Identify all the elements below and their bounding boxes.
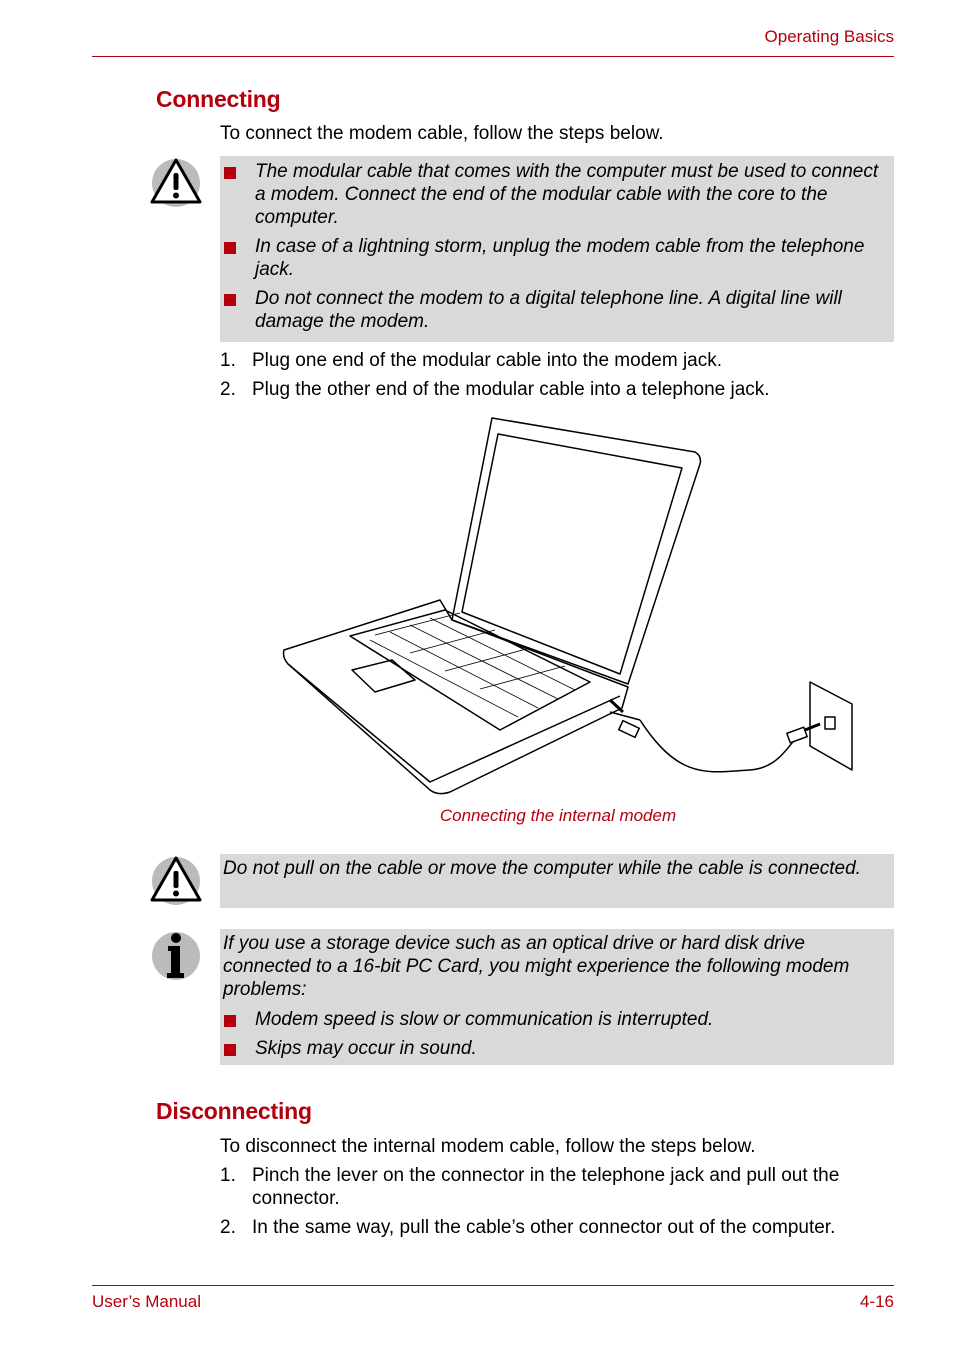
step-number: 2. — [220, 1217, 236, 1238]
note-text: If you use a storage device such as an optical drive or hard disk drive connected to a 16-bit PC Card, you might experience the following modem problems: — [223, 933, 850, 1000]
caution-text: Do not pull on the cable or move the computer while the cable is connected. — [223, 858, 861, 879]
section-title-connecting: Connecting — [156, 86, 281, 112]
step-text: Pinch the lever on the connector in the telephone jack and pull out the connector. — [252, 1165, 840, 1209]
caution-text: The modular cable that comes with the computer must be used to connect a modem. Connect the end of the modular cable with the core to the computer. — [255, 161, 879, 228]
step-item — [220, 378, 890, 401]
caution-text: Do not connect the modem to a digital telephone line. A digital line will damage the modem. — [255, 288, 842, 332]
caution-item — [220, 235, 894, 281]
figure-caption: Connecting the internal modem — [439, 806, 677, 825]
laptop-modem-illustration — [280, 412, 860, 797]
step-text: In the same way, pull the cable’s other connector out of the computer. — [252, 1217, 836, 1238]
header-rule — [92, 56, 894, 57]
footer-rule — [92, 1285, 894, 1286]
step-item — [220, 349, 890, 372]
caution-icon — [150, 854, 202, 906]
info-icon — [150, 929, 202, 981]
note-item-text: Skips may occur in sound. — [255, 1038, 477, 1059]
bullet-icon — [224, 1015, 236, 1027]
note-box — [220, 929, 894, 1065]
caution-box-cable — [220, 854, 894, 908]
section-title-disconnecting: Disconnecting — [156, 1098, 312, 1124]
caution-item — [220, 160, 894, 229]
note-item-text: Modem speed is slow or communication is interrupted. — [255, 1009, 714, 1030]
footer-manual: User’s Manual — [92, 1292, 201, 1311]
disconnecting-intro: To disconnect the internal modem cable, follow the steps below. — [220, 1136, 756, 1157]
step-number: 1. — [220, 350, 236, 371]
note-item — [220, 1008, 888, 1031]
bullet-icon — [224, 1044, 236, 1056]
connecting-intro: To connect the modem cable, follow the steps below. — [220, 123, 664, 144]
caution-box — [220, 156, 894, 342]
note-item — [220, 1037, 888, 1060]
bullet-icon — [224, 294, 236, 306]
bullet-icon — [224, 167, 236, 179]
step-text: Plug one end of the modular cable into the modem jack. — [252, 350, 723, 371]
step-number: 2. — [220, 379, 236, 400]
running-header: Operating Basics — [764, 27, 894, 46]
step-item — [220, 1164, 890, 1210]
caution-item — [220, 287, 894, 333]
step-item — [220, 1216, 890, 1239]
caution-icon — [150, 156, 202, 208]
caution-text: In case of a lightning storm, unplug the modem cable from the telephone jack. — [255, 236, 865, 280]
step-number: 1. — [220, 1165, 236, 1186]
bullet-icon — [224, 242, 236, 254]
step-text: Plug the other end of the modular cable into a telephone jack. — [252, 379, 770, 400]
page-number: 4-16 — [859, 1292, 894, 1311]
